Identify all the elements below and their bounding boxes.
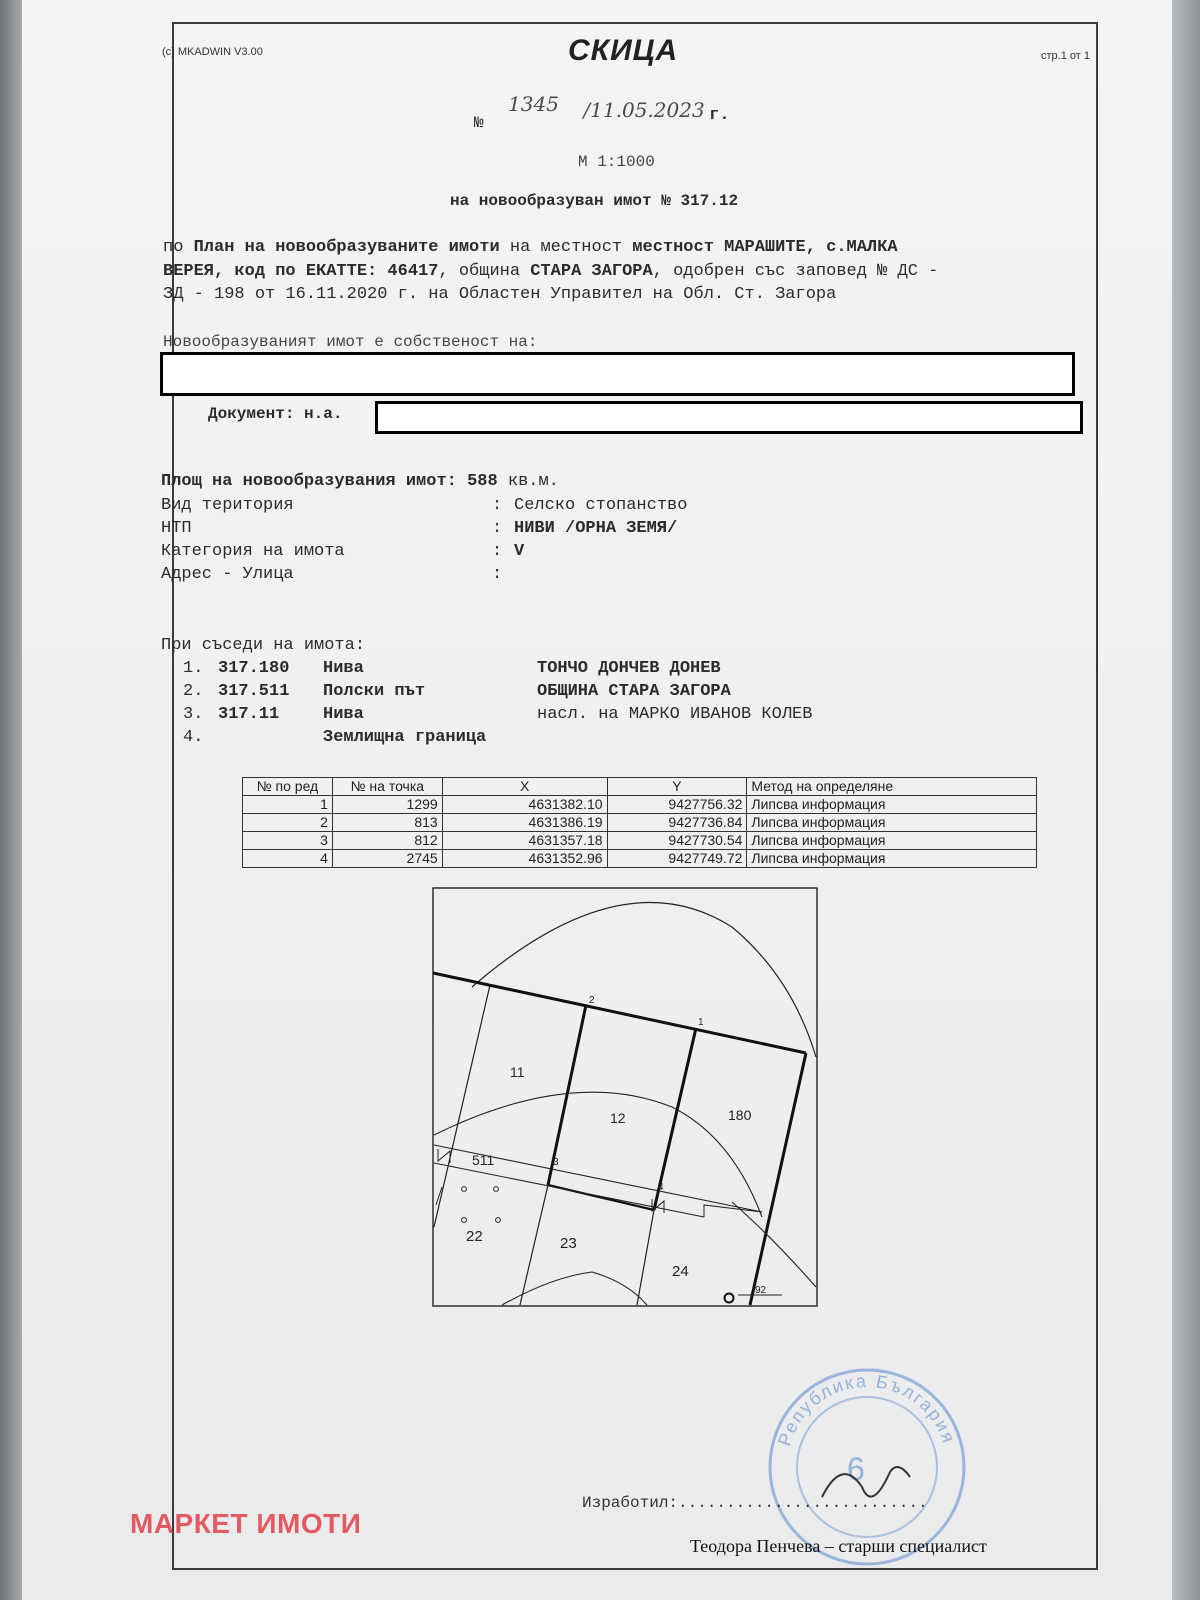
svg-text:6: 6: [847, 1451, 865, 1487]
tree-symbol: [496, 1218, 501, 1223]
description-line-3: ЗД - 198 от 16.11.2020 г. на Областен Управител на Обл. Ст. Загора: [163, 285, 837, 304]
parcel-label: 23: [560, 1235, 577, 1252]
field-separator: :: [492, 496, 503, 515]
document-label: Документ: н.а.: [208, 405, 343, 423]
coordinates-table: [242, 777, 1037, 868]
neighbor-type: Нива: [323, 659, 364, 678]
header-cell: № по ред: [243, 778, 333, 796]
table-row: 4 2745 4631352.96 9427749.72 Липсва информация: [243, 850, 1037, 868]
owner-label: Новообразуваният имот е собственост на:: [163, 333, 538, 351]
header-cell: № на точка: [332, 778, 442, 796]
neighbor-owner: ОБЩИНА СТАРА ЗАГОРА: [537, 682, 731, 701]
tree-symbol: [494, 1187, 499, 1192]
neighbor-type: Полски път: [323, 682, 426, 701]
header-cell: Y: [607, 778, 747, 796]
table-row: 1 1299 4631382.10 9427756.32 Липсва информация: [243, 796, 1037, 814]
neighbors-label: При съседи на имота:: [161, 636, 366, 655]
neighbor-id: 317.11: [218, 705, 280, 724]
table-row: 2 813 4631386.19 9427736.84 Липсва информация: [243, 814, 1037, 832]
neighbor-id: 317.511: [218, 682, 290, 701]
tree-symbol: [462, 1218, 467, 1223]
neighbor-num: 1.: [183, 659, 204, 678]
field-label: НТП: [161, 519, 192, 538]
signer-name: Теодора Пенчева – старши специалист: [690, 1536, 987, 1556]
area-row: Площ на новообразувания имот: 588 кв.м.: [161, 472, 559, 491]
right-lower-line: [732, 1202, 816, 1287]
parcel-label: 11: [510, 1064, 525, 1080]
parcel-boundary-top: [433, 973, 806, 1053]
road-end: [704, 1205, 762, 1217]
watermark-text: МАРКЕТ ИМОТИ: [130, 1508, 362, 1539]
tree-symbol: [462, 1187, 467, 1192]
parcel-label: 180: [728, 1107, 752, 1123]
table-header-row: [243, 778, 1037, 796]
map-frame: [433, 888, 817, 1306]
number-prefix: №: [474, 114, 484, 132]
field-value: НИВИ /ОРНА ЗЕМЯ/: [514, 519, 678, 538]
field-label: Адрес - Улица: [161, 565, 294, 584]
parcel-23-right: [637, 1210, 654, 1305]
field-value: Селско стопанство: [514, 496, 688, 515]
handwritten-date: /11.05.2023: [583, 98, 705, 122]
parcel-23-left: [520, 1185, 548, 1305]
document-redaction-box: [375, 401, 1083, 434]
marker-label: 92: [755, 1285, 767, 1296]
scale: М 1:1000: [578, 153, 655, 171]
neighbor-num: 4.: [183, 728, 204, 747]
description-line-2: ВЕРЕЯ, код по ЕКАТТЕ: 46417, община СТАРА ЗАГОРА, одобрен със заповед № ДС -: [163, 262, 939, 281]
cadastral-map: [432, 887, 818, 1307]
point-label: 4: [658, 1182, 664, 1193]
page-title: СКИЦА: [568, 34, 679, 67]
software-label: (c) MKADWIN V3.00: [162, 46, 263, 58]
prepared-label: Изработил:..........................: [582, 1494, 928, 1512]
field-value: V: [514, 542, 525, 561]
survey-marker: [725, 1294, 734, 1303]
field-separator: :: [492, 542, 503, 561]
table-row: 3 812 4631357.18 9427730.54 Липсва информация: [243, 832, 1037, 850]
neighbor-num: 2.: [183, 682, 204, 701]
description-line-1: по План на новообразуваните имоти на местност местност МАРАШИТЕ, с.МАЛКА: [163, 238, 898, 257]
svg-text:Република България: Република България: [774, 1370, 960, 1449]
photo-background-left: [0, 0, 22, 1600]
point-label: 1: [698, 1017, 704, 1028]
owner-redaction-box: [160, 352, 1075, 396]
page-number: стр.1 от 1: [1041, 50, 1090, 62]
date-suffix: г.: [709, 106, 730, 125]
point-label: 3: [553, 1157, 559, 1168]
parcel-label: 511: [472, 1152, 495, 1168]
neighbor-owner: ТОНЧО ДОНЧЕВ ДОНЕВ: [537, 659, 721, 678]
boundary-arc: [472, 903, 816, 1058]
point-label: 2: [589, 995, 595, 1006]
field-label: Вид територия: [161, 496, 294, 515]
field-separator: :: [492, 565, 503, 584]
header-cell: X: [442, 778, 607, 796]
document-number: [474, 92, 730, 132]
neighbor-type: Нива: [323, 705, 364, 724]
neighbor-id: 317.180: [218, 659, 290, 678]
subtitle: на новообразуван имот № 317.12: [450, 192, 739, 210]
field-separator: :: [492, 519, 503, 538]
field-label: Категория на имота: [161, 542, 345, 561]
neighbor-type: Землищна граница: [323, 728, 487, 747]
parcel-label: 24: [672, 1263, 689, 1280]
signature-stroke: [822, 1467, 910, 1497]
parcel-label: 22: [466, 1228, 483, 1245]
handwritten-number: 1345: [508, 92, 559, 116]
header-cell: Метод на определяне: [747, 778, 1037, 796]
neighbor-owner: насл. на МАРКО ИВАНОВ КОЛЕВ: [537, 705, 813, 724]
neighbor-num: 3.: [183, 705, 204, 724]
parcel-label: 12: [610, 1110, 626, 1126]
